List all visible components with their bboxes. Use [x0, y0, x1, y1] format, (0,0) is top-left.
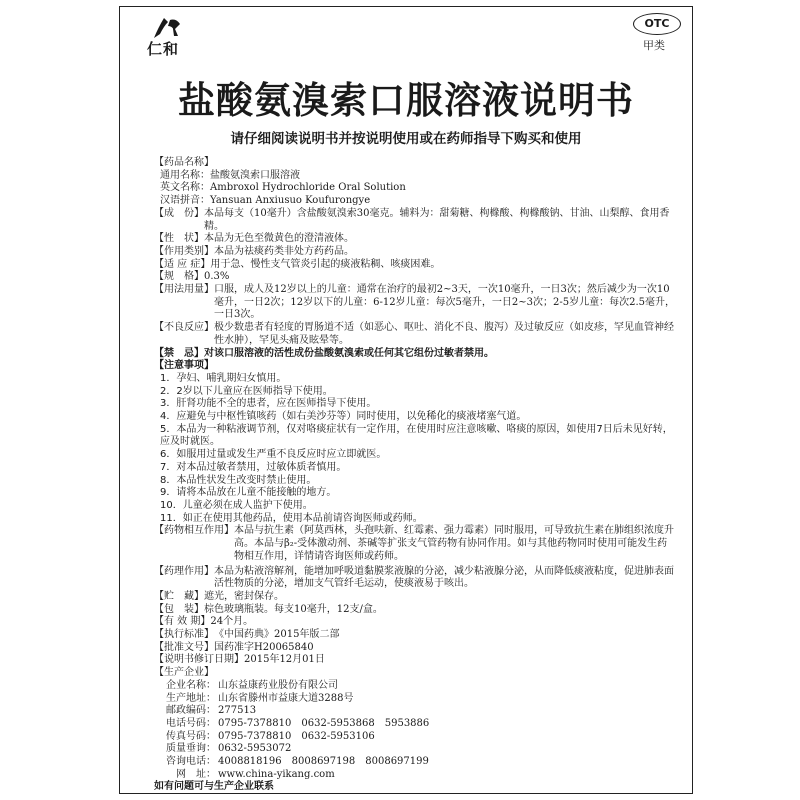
category-label: 【作用类别】: [154, 245, 214, 257]
precaution-item: 10．儿童必须在成人监护下使用。: [160, 499, 313, 511]
composition-value: 本品每支（10毫升）含盐酸氨溴索30毫克。辅料为：甜菊糖、枸橼酸、枸橼酸钠、甘油、山梨醇、食用香精。: [204, 207, 670, 232]
precaution-item: 4．应避免与中枢性镇咳药（如右美沙芬等）同时使用，以免稀化的痰液堵塞气道。: [160, 411, 527, 423]
fax-label: 传真号码：: [166, 730, 216, 742]
interaction-row: [154, 525, 676, 563]
category-row: [154, 246, 676, 259]
manufacturer-block: [154, 680, 676, 782]
dosage-value: 口服，成人及12岁以上的儿童：通常在治疗的最初2~3天，一次10毫升，一日3次；然后减少为一次10毫升，一日2次；12岁以下的儿童：6-12岁儿童：每次5毫升，一日2~3次；2-5岁儿童：每次2.5毫升，一日3次。: [214, 284, 676, 321]
otc-badge: OTC: [633, 13, 681, 35]
dosage-label: 【用法用量】: [154, 284, 214, 296]
pharmacology-row: [154, 566, 676, 591]
validity-label: 【有 效 期】: [154, 616, 211, 628]
standard-label: 【执行标准】: [154, 629, 214, 641]
quality-row: [154, 743, 676, 756]
usage-notice: 请仔细阅读说明书并按说明使用或在药师指导下购买和使用: [230, 131, 582, 147]
adverse-row: [154, 322, 676, 347]
pinyin-value: Yansuan Anxiusuo Koufurongye: [210, 195, 371, 207]
otc-class-label: 甲类: [643, 39, 665, 52]
spec-value: 0.3%: [204, 271, 230, 283]
revision-date-value: 2015年12月01日: [244, 654, 325, 666]
website-value: www.china-yikang.com: [218, 768, 335, 780]
address-value: 山东省滕州市益康大道3288号: [218, 692, 354, 704]
precaution-item: 9．请将本品放在儿童不能接触的地方。: [160, 487, 337, 499]
address-row: [154, 693, 676, 706]
storage-row: [154, 591, 676, 604]
generic-name-label: 通用名称：: [160, 169, 210, 181]
appearance-label: 【性 状】: [154, 233, 204, 245]
approval-value: 国药准字H20065840: [214, 641, 314, 653]
adverse-value: 极少数患者有轻度的胃肠道不适（如恶心、呕吐、消化不良、腹泻）及过敏反应（如皮疹，罕见血管神经性水肿），罕见头痛及眩晕等。: [214, 322, 674, 346]
hotline-label: 咨询电话：: [166, 756, 216, 768]
company-value: 山东益康药业股份有限公司: [218, 679, 338, 691]
document-title: 盐酸氨溴索口服溶液说明书: [178, 79, 634, 122]
interaction-value: 本品与抗生素（阿莫西林，头孢呋新、红霉素、强力霉素）同时服用，可导致抗生素在肺组织浓度升高。本品与β₂-受体激动剂、茶碱等扩张支气管药物有协同作用。如与其他药物同时使用可能发生药物相互作用，详情请咨询医师或药师。: [234, 525, 674, 562]
precaution-item: 8．本品性状发生改变时禁止使用。: [160, 474, 317, 486]
phone-row: [154, 718, 676, 731]
interaction-label: 【药物相互作用】: [154, 525, 234, 537]
package-row: [154, 604, 676, 617]
indication-label: 【适 应 症】: [154, 258, 211, 270]
validity-row: [154, 616, 676, 629]
package-label: 【包 装】: [154, 603, 204, 615]
adverse-label: 【不良反应】: [154, 322, 214, 334]
indication-value: 用于急、慢性支气管炎引起的痰液粘稠、咳痰困难。: [210, 258, 441, 270]
fax-row: [154, 731, 676, 744]
standard-value: 《中国药典》2015年版二部: [214, 629, 340, 641]
english-name-row: [154, 182, 676, 195]
validity-value: 24个月。: [210, 616, 254, 628]
phone-label: 电话号码：: [166, 717, 216, 729]
revision-date-label: 【说明书修订日期】: [154, 654, 244, 666]
precaution-item: 1．孕妇、哺乳期妇女慎用。: [160, 372, 287, 384]
postcode-label: 邮政编码：: [166, 705, 216, 717]
pharmacology-value: 本品为粘液溶解剂，能增加呼吸道黏膜浆液腺的分泌，减少粘液腺分泌，从而降低痰液粘度，促进肺表面活性物质的分泌，增加支气管纤毛运动，使痰液易于咳出。: [214, 565, 674, 590]
company-row: [154, 680, 676, 693]
appearance-row: [154, 233, 676, 246]
standard-row: [154, 629, 676, 642]
storage-label: 【贮 藏】: [154, 590, 204, 602]
phone-value: 0795-7378810 0632-5953868 5953886: [218, 717, 430, 729]
revision-date-row: [154, 654, 676, 667]
pinyin-row: [154, 195, 676, 208]
approval-row: [154, 642, 676, 655]
website-row: [154, 769, 676, 782]
precaution-item: 3．肝肾功能不全的患者，应在医师指导下使用。: [160, 398, 377, 410]
precaution-item: 7．对本品过敏者禁用，过敏体质者慎用。: [160, 461, 347, 473]
precaution-item: 2．2岁以下儿童应在医师指导下使用。: [160, 385, 333, 397]
composition-label: 【成 份】: [154, 207, 204, 219]
appearance-value: 本品为无色至微黄色的澄清液体。: [204, 233, 354, 245]
precaution-item: 5．本品为一种粘液调节剂，仅对咯痰症状有一定作用，在使用时应注意咳嗽、咯痰的原因，如使用7日后未见好转，应及时就医。: [160, 423, 673, 448]
quality-value: 0632-5953072: [218, 743, 292, 755]
composition-row: [154, 208, 676, 233]
approval-label: 【批准文号】: [154, 641, 214, 653]
quality-label: 质量垂询：: [166, 743, 216, 755]
dosage-row: [154, 284, 676, 322]
footer-note: 如有问题可与生产企业联系: [154, 781, 274, 793]
spec-row: [154, 271, 676, 284]
pinyin-label: 汉语拼音：: [160, 195, 210, 207]
company-label: 企业名称：: [166, 679, 216, 691]
precaution-item: 11．如正在使用其他药品，使用本品前请咨询医师或药师。: [160, 512, 423, 524]
hotline-row: [154, 756, 676, 769]
manufacturer-header: 【生产企业】: [154, 667, 214, 679]
precaution-item: 6．如服用过量或发生严重不良反应时应立即就医。: [160, 449, 387, 461]
english-name-label: 英文名称：: [160, 182, 210, 194]
brand-name: 仁和: [147, 40, 180, 58]
storage-value: 遮光，密封保存。: [204, 590, 284, 602]
postcode-value: 277513: [218, 705, 257, 717]
postcode-row: [154, 705, 676, 718]
leaflet-body: [154, 157, 676, 794]
generic-name-value: 盐酸氨溴索口服溶液: [210, 169, 300, 181]
contraindication-label: 【禁 忌】: [154, 347, 204, 359]
english-name-value: Ambroxol Hydrochloride Oral Solution: [210, 182, 406, 194]
contraindication-value: 对该口服溶液的活性成份盐酸氨溴索或任何其它组份过敏者禁用。: [204, 347, 494, 359]
drug-name-header: 【药品名称】: [154, 157, 214, 168]
spec-label: 【规 格】: [154, 271, 204, 283]
indication-row: [154, 259, 676, 272]
fax-value: 0795-7378810 0632-5953106: [218, 730, 375, 742]
precautions-header: 【注意事项】: [154, 360, 214, 372]
package-value: 棕色玻璃瓶装。每支10毫升，12支/盒。: [204, 603, 383, 615]
category-value: 本品为祛痰药类非处方药药品。: [214, 245, 354, 257]
pharmacology-label: 【药理作用】: [154, 565, 214, 577]
generic-name-row: [154, 170, 676, 183]
website-label: 网 址：: [176, 768, 216, 780]
hotline-value: 4008818196 8008697198 8008697199: [218, 756, 429, 768]
address-label: 生产地址：: [166, 692, 216, 704]
contraindication-row: [154, 348, 676, 361]
